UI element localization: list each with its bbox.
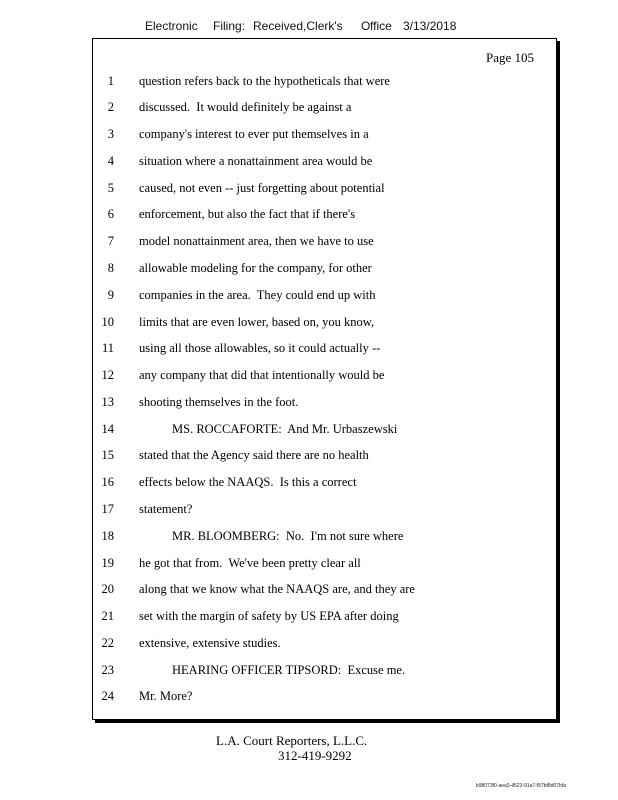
line-number-14: 14 [101, 422, 114, 436]
filing-stamp-word-o: O [361, 19, 371, 33]
transcript-line-6: enforcement, but also the fact that if there's [139, 207, 356, 221]
transcript-line-17: statement? [139, 502, 193, 516]
line-number-19: 19 [101, 556, 114, 570]
transcript-line-10: limits that are even lower, based on, you know, [139, 315, 375, 329]
transcript-line-8: allowable modeling for the company, for other [139, 261, 372, 275]
transcript-line-11: using all those allowables, so it could actually -- [139, 341, 381, 355]
line-number-12: 12 [101, 368, 114, 382]
line-number-11: 11 [101, 341, 114, 355]
line-number-2: 2 [107, 100, 114, 114]
line-number-3: 3 [107, 127, 114, 141]
line-number-9: 9 [107, 288, 114, 302]
transcript-line-16: effects below the NAAQS. Is this a correct [139, 475, 357, 489]
line-number-4: 4 [107, 154, 114, 168]
line-number-8: 8 [107, 261, 114, 275]
page-number: Page 105 [485, 50, 534, 65]
transcript-line-4: situation where a nonattainment area would be [139, 154, 373, 168]
transcript-line-14: MS. ROCCAFORTE: And Mr. Urbaszewski [172, 422, 398, 436]
line-number-16: 16 [101, 475, 114, 489]
line-number-17: 17 [101, 502, 114, 516]
line-number-22: 22 [101, 636, 114, 650]
document-hash-id: b98073f0-aea3-4523-91a7-f57bf8d07bfa [475, 783, 566, 789]
line-number-5: 5 [107, 181, 114, 195]
transcript-line-7: model nonattainment area, then we have to use [139, 234, 374, 248]
filing-stamp-word-ffice: ffice [370, 19, 392, 33]
transcript-line-20: along that we know what the NAAQS are, and they are [139, 582, 415, 596]
transcript-line-1: question refers back to the hypotheticals that were [139, 74, 390, 88]
line-number-6: 6 [107, 207, 114, 221]
transcript-line-12: any company that did that intentionally would be [139, 368, 385, 382]
transcript-line-22: extensive, extensive studies. [139, 636, 281, 650]
footer-phone-number: 312-419-9292 [278, 748, 352, 763]
line-number-23: 23 [101, 663, 114, 677]
transcript-line-15: stated that the Agency said there are no health [139, 448, 369, 462]
transcript-line-3: company's interest to ever put themselves in a [139, 127, 369, 141]
line-number-18: 18 [101, 529, 114, 543]
line-number-15: 15 [101, 448, 114, 462]
transcript-line-5: caused, not even -- just forgetting about potential [139, 181, 385, 195]
line-number-7: 7 [107, 234, 114, 248]
transcript-line-2: discussed. It would definitely be against a [139, 100, 352, 114]
line-number-24: 24 [101, 689, 114, 703]
line-number-20: 20 [101, 582, 114, 596]
filing-stamp-date: 3/13/2018 [403, 19, 457, 33]
transcript-line-23: HEARING OFFICER TIPSORD: Excuse me. [172, 663, 406, 677]
transcript-line-18: MR. BLOOMBERG: No. I'm not sure where [172, 529, 404, 543]
transcript-line-21: set with the margin of safety by US EPA after doing [139, 609, 399, 623]
line-number-10: 10 [101, 315, 114, 329]
filing-stamp-word-received: Received,Clerk's [253, 19, 343, 33]
line-number-1: 1 [107, 74, 114, 88]
filing-stamp-word-filing: Filing: [213, 19, 246, 33]
filing-stamp-word-electronic: Electronic [145, 19, 198, 33]
transcript-line-19: he got that from. We've been pretty clear all [139, 556, 361, 570]
filing-stamp-header [0, 19, 618, 37]
line-number-13: 13 [101, 395, 114, 409]
transcript-line-13: shooting themselves in the foot. [139, 395, 299, 409]
transcript-line-9: companies in the area. They could end up with [139, 288, 376, 302]
transcript-line-24: Mr. More? [139, 689, 193, 703]
line-number-21: 21 [101, 609, 114, 623]
footer-company-name: L.A. Court Reporters, L.L.C. [216, 733, 368, 748]
